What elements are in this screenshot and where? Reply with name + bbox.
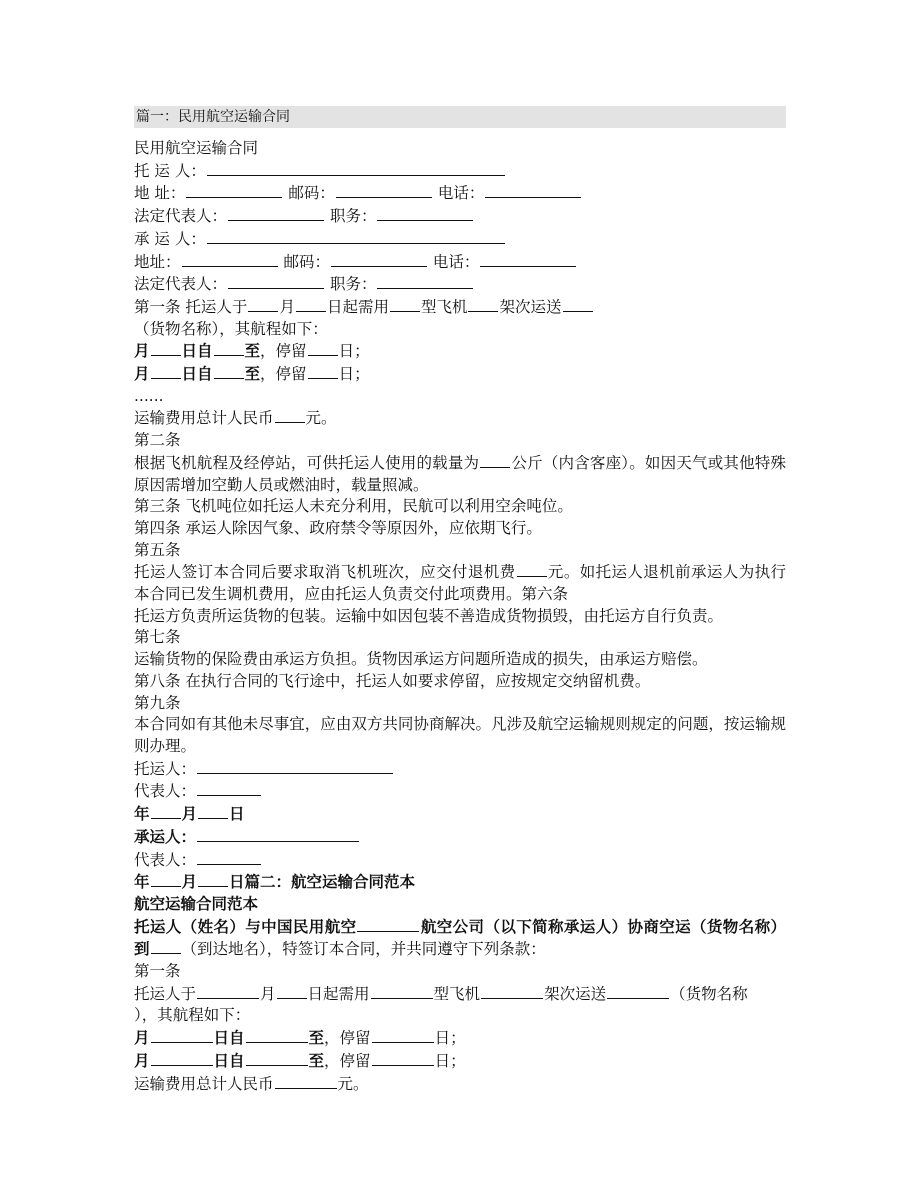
doc2-fee-line: 运输费用总计人民币 元。 [134,1074,369,1093]
doc2-article-1: 托运人于 月 日起需用 型飞机 架次运送 （货物名称 [134,984,748,1003]
article-2-text: 根据飞机航程及经停站，可供托运人使用的载量为 公斤（内含客座）。如因天气或其他特殊原因需增加空勤人员或燃油时，载量照减。 [134,453,786,494]
section-header: 篇一：民用航空运输合同 [134,106,786,128]
address-line: 地 址： 邮码： 电话： [134,182,786,205]
route-line: 月 日自 至，停留 日； [134,365,370,384]
doc-title: 民用航空运输合同 [134,139,259,157]
article-5-heading: 第五条 [134,540,181,559]
article-7-text: 运输货物的保险费由承运方负担。货物因承运方问题所造成的损失，由承运方赔偿。 [134,650,708,669]
doc2-article-1-line2: ），其航程如下： [134,1006,251,1025]
signature-date-2: 年 月 日篇二：航空运输合同范本 [134,873,416,892]
signature-rep-2: 代表人： [134,849,786,872]
signature-carrier: 承运人： [134,826,786,849]
article-3: 第三条 飞机吨位如托运人未充分利用，民航可以利用空余吨位。 [134,497,573,516]
article-5-text: 托运人签订本合同后要求取消飞机班次，应交付退机费 元。如托运人退机前承运人为执行本合同已发生调机费用，应由托运人负责交付此项费用。第六条 [134,563,786,604]
doc2-title: 航空运输合同范本 [134,894,259,913]
article-8: 第八条 在执行合同的飞行途中，托运人如要求停留，应按规定交纳留机费。 [134,671,651,690]
carrier-line: 承 运 人： [134,228,786,251]
shipper-line: 托 运 人： [134,160,786,183]
legal-rep-line: 法定代表人： 职务： [134,205,786,228]
article-2-heading: 第二条 [134,431,181,450]
article-6-text: 托运方负责所运货物的包装。运输中如因包装不善造成货物损毁，由托运方自行负责。 [134,606,724,625]
article-1-line2: （货物名称），其航程如下： [134,319,328,338]
doc2-route-line: 月 日自 至，停留 日； [134,1051,466,1070]
route-line: 月 日自 至，停留 日； [134,342,370,361]
signature-shipper: 托运人： [134,758,786,781]
fee-line: 运输费用总计人民币 元。 [134,409,337,428]
doc2-route-line: 月 日自 至，停留 日； [134,1029,466,1048]
article-9-text: 本合同如有其他未尽事宜，应由双方共同协商解决。凡涉及航空运输规则规定的问题，按运输规则办理。 [134,715,786,755]
article-1: 第一条 托运人于 月 日起需用 型飞机 架次运送 [134,296,786,319]
signature-rep: 代表人： [134,780,786,803]
document-page [134,106,786,1095]
article-7-heading: 第七条 [134,628,181,647]
article-4: 第四条 承运人除因气象、政府禁令等原因外，应依期飞行。 [134,518,542,537]
signature-date: 年 月 日 [134,805,245,824]
doc2-article-1-heading: 第一条 [134,962,181,981]
doc2-intro: 托运人（姓名）与中国民用航空 航空公司（以下简称承运人）协商空运（货物名称）到 （到达地名），特签订本合同，并共同遵守下列条款： [134,917,786,959]
address-line-2: 地址： 邮码： 电话： [134,251,786,274]
article-9-heading: 第九条 [134,693,181,712]
legal-rep-line-2: 法定代表人： 职务： [134,273,786,296]
ellipsis: ...... [134,386,164,405]
